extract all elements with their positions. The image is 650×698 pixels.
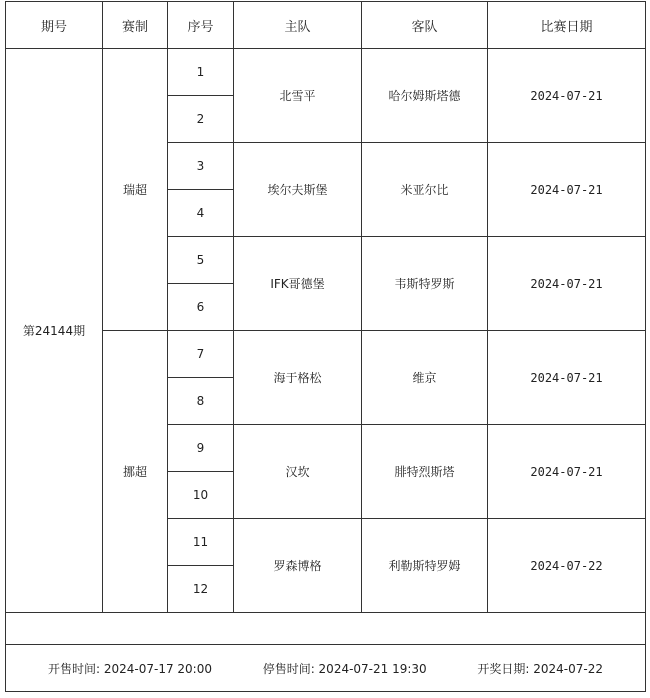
- home-team: 汉坎: [234, 425, 362, 519]
- match-date: 2024-07-21: [488, 49, 646, 143]
- header-competition: 赛制: [103, 2, 168, 49]
- home-team: 埃尔夫斯堡: [234, 143, 362, 237]
- header-away-team: 客队: [362, 2, 488, 49]
- away-team: 利勒斯特罗姆: [362, 519, 488, 613]
- serial-number: 9: [168, 425, 234, 472]
- sale-start-time: 开售时间: 2024-07-17 20:00: [48, 661, 212, 676]
- serial-number: 2: [168, 96, 234, 143]
- away-team: 腓特烈斯塔: [362, 425, 488, 519]
- header-match-date: 比赛日期: [488, 2, 646, 49]
- serial-number: 8: [168, 378, 234, 425]
- serial-number: 5: [168, 237, 234, 284]
- away-team: 米亚尔比: [362, 143, 488, 237]
- match-date: 2024-07-21: [488, 331, 646, 425]
- header-row: [6, 2, 646, 49]
- away-team: 维京: [362, 331, 488, 425]
- blank-row: [6, 613, 646, 645]
- blank-cell: [6, 613, 646, 645]
- home-team: 罗森博格: [234, 519, 362, 613]
- league-name: 瑞超: [103, 49, 168, 331]
- table-row: [6, 49, 646, 96]
- footer-cell: [6, 645, 646, 692]
- serial-number: 4: [168, 190, 234, 237]
- sale-stop-time: 停售时间: 2024-07-21 19:30: [262, 661, 427, 676]
- serial-number: 6: [168, 284, 234, 331]
- match-date: 2024-07-22: [488, 519, 646, 613]
- serial-number: 7: [168, 331, 234, 378]
- home-team: IFK哥德堡: [234, 237, 362, 331]
- match-schedule-table: [5, 1, 646, 692]
- draw-date: 开奖日期: 2024-07-22: [477, 661, 603, 676]
- issue-number: 第24144期: [6, 49, 103, 613]
- serial-number: 11: [168, 519, 234, 566]
- match-date: 2024-07-21: [488, 237, 646, 331]
- serial-number: 3: [168, 143, 234, 190]
- away-team: 韦斯特罗斯: [362, 237, 488, 331]
- home-team: 北雪平: [234, 49, 362, 143]
- header-issue: 期号: [6, 2, 103, 49]
- header-serial: 序号: [168, 2, 234, 49]
- match-date: 2024-07-21: [488, 143, 646, 237]
- home-team: 海于格松: [234, 331, 362, 425]
- serial-number: 12: [168, 566, 234, 613]
- serial-number: 1: [168, 49, 234, 96]
- serial-number: 10: [168, 472, 234, 519]
- footer-info: [6, 660, 645, 677]
- match-date: 2024-07-21: [488, 425, 646, 519]
- footer-row: [6, 645, 646, 692]
- away-team: 哈尔姆斯塔德: [362, 49, 488, 143]
- header-home-team: 主队: [234, 2, 362, 49]
- league-name: 挪超: [103, 331, 168, 613]
